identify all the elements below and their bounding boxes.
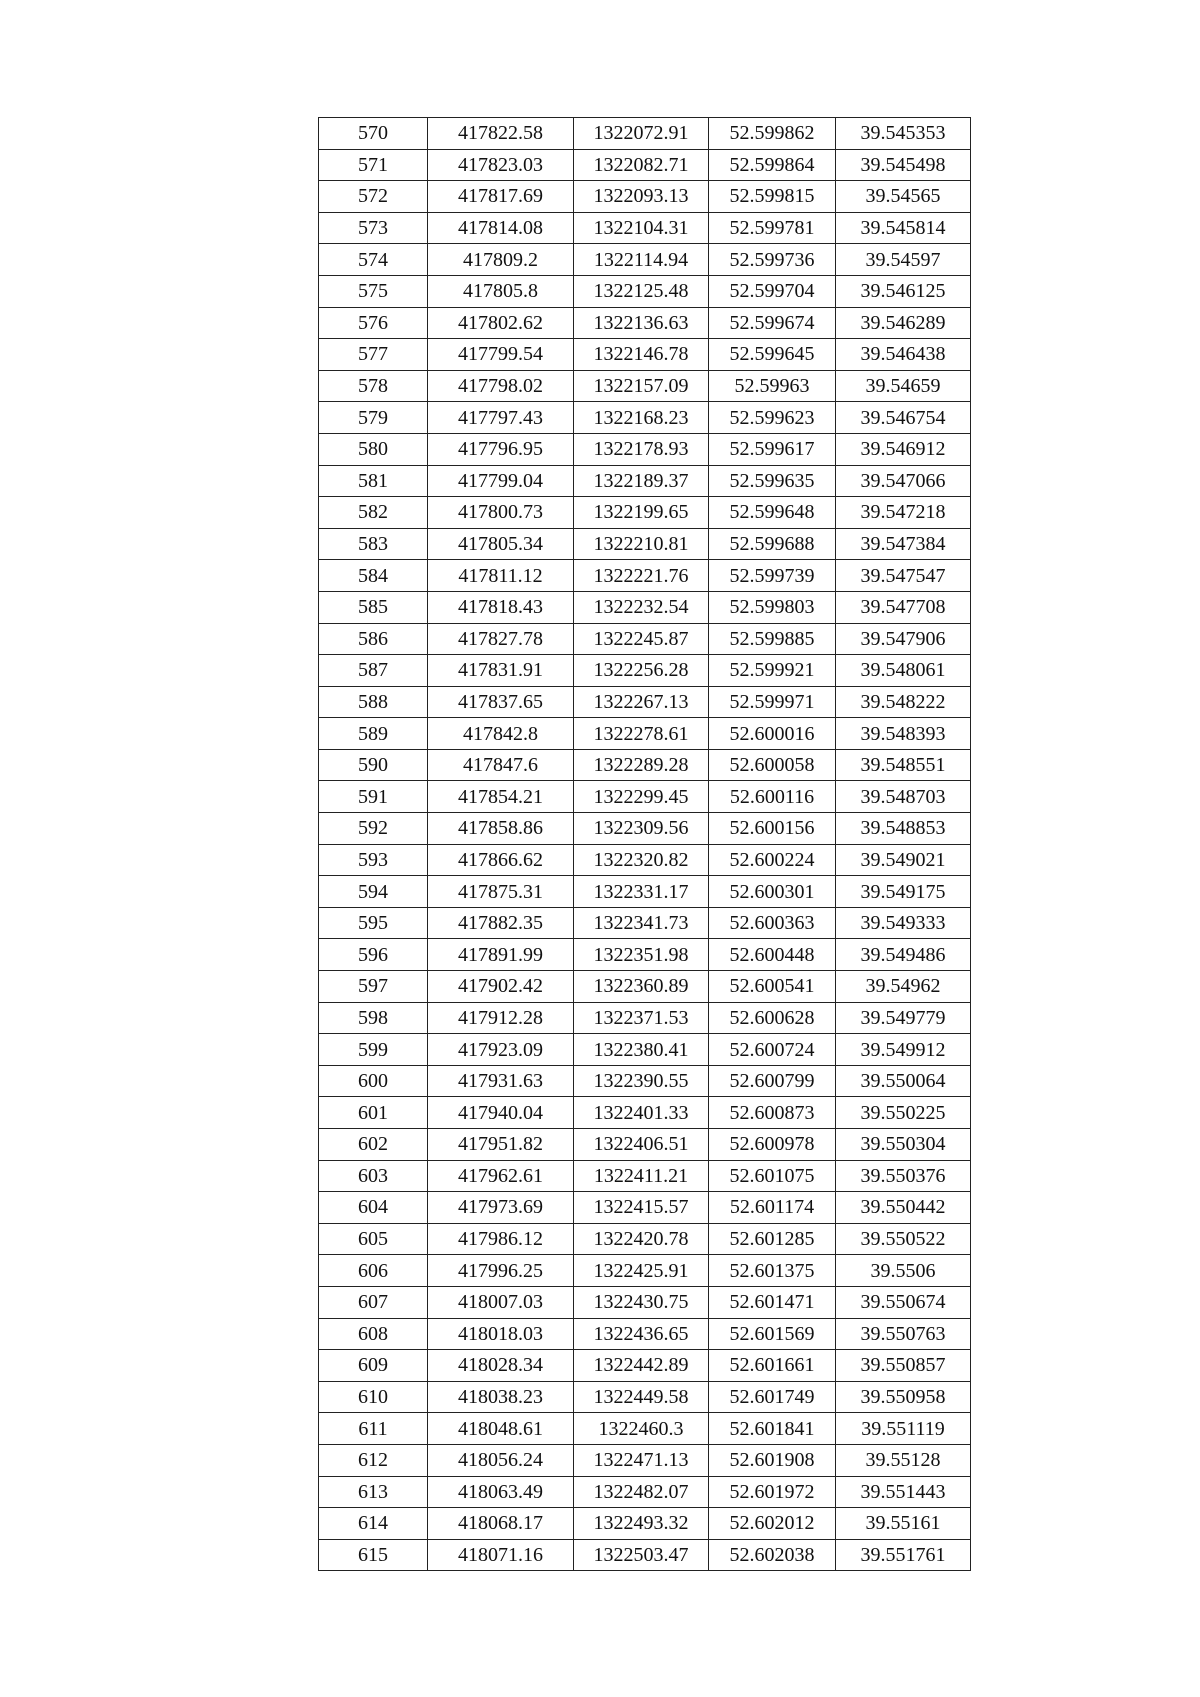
longitude-cell: 39.548551 xyxy=(836,749,971,781)
longitude-cell: 39.546438 xyxy=(836,339,971,371)
table-row xyxy=(319,433,971,465)
y-coordinate-cell: 1322178.93 xyxy=(574,433,709,465)
y-coordinate-cell: 1322425.91 xyxy=(574,1255,709,1287)
table-row xyxy=(319,1097,971,1129)
y-coordinate-cell: 1322493.32 xyxy=(574,1508,709,1540)
latitude-cell: 52.600058 xyxy=(709,749,836,781)
y-coordinate-cell: 1322411.21 xyxy=(574,1160,709,1192)
y-coordinate-cell: 1322320.82 xyxy=(574,844,709,876)
latitude-cell: 52.600541 xyxy=(709,971,836,1003)
x-coordinate-cell: 418018.03 xyxy=(428,1318,574,1350)
latitude-cell: 52.599645 xyxy=(709,339,836,371)
latitude-cell: 52.601661 xyxy=(709,1350,836,1382)
latitude-cell: 52.600116 xyxy=(709,781,836,813)
x-coordinate-cell: 417796.95 xyxy=(428,433,574,465)
x-coordinate-cell: 417798.02 xyxy=(428,370,574,402)
point-number-cell: 588 xyxy=(319,686,428,718)
x-coordinate-cell: 417962.61 xyxy=(428,1160,574,1192)
latitude-cell: 52.601471 xyxy=(709,1286,836,1318)
longitude-cell: 39.54659 xyxy=(836,370,971,402)
table-row xyxy=(319,118,971,150)
longitude-cell: 39.548061 xyxy=(836,655,971,687)
x-coordinate-cell: 417814.08 xyxy=(428,212,574,244)
x-coordinate-cell: 417951.82 xyxy=(428,1129,574,1161)
x-coordinate-cell: 417902.42 xyxy=(428,971,574,1003)
table-row xyxy=(319,749,971,781)
longitude-cell: 39.546289 xyxy=(836,307,971,339)
latitude-cell: 52.601075 xyxy=(709,1160,836,1192)
latitude-cell: 52.599921 xyxy=(709,655,836,687)
table-row xyxy=(319,1318,971,1350)
y-coordinate-cell: 1322371.53 xyxy=(574,1002,709,1034)
latitude-cell: 52.599862 xyxy=(709,118,836,150)
longitude-cell: 39.551119 xyxy=(836,1413,971,1445)
point-number-cell: 592 xyxy=(319,813,428,845)
point-number-cell: 606 xyxy=(319,1255,428,1287)
point-number-cell: 609 xyxy=(319,1350,428,1382)
point-number-cell: 575 xyxy=(319,275,428,307)
longitude-cell: 39.550674 xyxy=(836,1286,971,1318)
longitude-cell: 39.546125 xyxy=(836,275,971,307)
y-coordinate-cell: 1322157.09 xyxy=(574,370,709,402)
longitude-cell: 39.549333 xyxy=(836,907,971,939)
point-number-cell: 599 xyxy=(319,1034,428,1066)
longitude-cell: 39.547708 xyxy=(836,591,971,623)
longitude-cell: 39.549021 xyxy=(836,844,971,876)
x-coordinate-cell: 418028.34 xyxy=(428,1350,574,1382)
y-coordinate-cell: 1322309.56 xyxy=(574,813,709,845)
table-row xyxy=(319,212,971,244)
y-coordinate-cell: 1322093.13 xyxy=(574,181,709,213)
latitude-cell: 52.599617 xyxy=(709,433,836,465)
point-number-cell: 580 xyxy=(319,433,428,465)
x-coordinate-cell: 417940.04 xyxy=(428,1097,574,1129)
table-row xyxy=(319,497,971,529)
x-coordinate-cell: 417912.28 xyxy=(428,1002,574,1034)
table-row xyxy=(319,1065,971,1097)
longitude-cell: 39.546754 xyxy=(836,402,971,434)
y-coordinate-cell: 1322245.87 xyxy=(574,623,709,655)
latitude-cell: 52.599688 xyxy=(709,528,836,560)
longitude-cell: 39.55161 xyxy=(836,1508,971,1540)
longitude-cell: 39.548703 xyxy=(836,781,971,813)
point-number-cell: 601 xyxy=(319,1097,428,1129)
table-row xyxy=(319,1255,971,1287)
table-row xyxy=(319,370,971,402)
y-coordinate-cell: 1322449.58 xyxy=(574,1381,709,1413)
y-coordinate-cell: 1322146.78 xyxy=(574,339,709,371)
latitude-cell: 52.599635 xyxy=(709,465,836,497)
latitude-cell: 52.602012 xyxy=(709,1508,836,1540)
x-coordinate-cell: 417842.8 xyxy=(428,718,574,750)
latitude-cell: 52.599736 xyxy=(709,244,836,276)
latitude-cell: 52.599704 xyxy=(709,275,836,307)
longitude-cell: 39.550958 xyxy=(836,1381,971,1413)
y-coordinate-cell: 1322072.91 xyxy=(574,118,709,150)
table-row xyxy=(319,1034,971,1066)
y-coordinate-cell: 1322114.94 xyxy=(574,244,709,276)
longitude-cell: 39.547384 xyxy=(836,528,971,560)
point-number-cell: 581 xyxy=(319,465,428,497)
y-coordinate-cell: 1322221.76 xyxy=(574,560,709,592)
point-number-cell: 574 xyxy=(319,244,428,276)
table-row xyxy=(319,149,971,181)
y-coordinate-cell: 1322256.28 xyxy=(574,655,709,687)
table-row xyxy=(319,1444,971,1476)
latitude-cell: 52.600799 xyxy=(709,1065,836,1097)
latitude-cell: 52.600448 xyxy=(709,939,836,971)
latitude-cell: 52.601972 xyxy=(709,1476,836,1508)
table-row xyxy=(319,528,971,560)
point-number-cell: 587 xyxy=(319,655,428,687)
x-coordinate-cell: 417973.69 xyxy=(428,1192,574,1224)
x-coordinate-cell: 417802.62 xyxy=(428,307,574,339)
latitude-cell: 52.600978 xyxy=(709,1129,836,1161)
table-row xyxy=(319,244,971,276)
table-row xyxy=(319,1381,971,1413)
y-coordinate-cell: 1322136.63 xyxy=(574,307,709,339)
coordinates-table xyxy=(318,117,971,1571)
point-number-cell: 607 xyxy=(319,1286,428,1318)
y-coordinate-cell: 1322351.98 xyxy=(574,939,709,971)
longitude-cell: 39.547547 xyxy=(836,560,971,592)
y-coordinate-cell: 1322278.61 xyxy=(574,718,709,750)
table-row xyxy=(319,907,971,939)
x-coordinate-cell: 418071.16 xyxy=(428,1539,574,1571)
latitude-cell: 52.601569 xyxy=(709,1318,836,1350)
table-row xyxy=(319,718,971,750)
longitude-cell: 39.551443 xyxy=(836,1476,971,1508)
point-number-cell: 585 xyxy=(319,591,428,623)
latitude-cell: 52.600224 xyxy=(709,844,836,876)
latitude-cell: 52.601285 xyxy=(709,1223,836,1255)
point-number-cell: 605 xyxy=(319,1223,428,1255)
table-row xyxy=(319,939,971,971)
x-coordinate-cell: 417797.43 xyxy=(428,402,574,434)
latitude-cell: 52.601908 xyxy=(709,1444,836,1476)
latitude-cell: 52.600156 xyxy=(709,813,836,845)
latitude-cell: 52.599885 xyxy=(709,623,836,655)
x-coordinate-cell: 418048.61 xyxy=(428,1413,574,1445)
longitude-cell: 39.549779 xyxy=(836,1002,971,1034)
table-row xyxy=(319,1476,971,1508)
table-row xyxy=(319,623,971,655)
latitude-cell: 52.601749 xyxy=(709,1381,836,1413)
table-row xyxy=(319,876,971,908)
point-number-cell: 584 xyxy=(319,560,428,592)
latitude-cell: 52.600301 xyxy=(709,876,836,908)
y-coordinate-cell: 1322189.37 xyxy=(574,465,709,497)
point-number-cell: 615 xyxy=(319,1539,428,1571)
point-number-cell: 577 xyxy=(319,339,428,371)
point-number-cell: 593 xyxy=(319,844,428,876)
table-row xyxy=(319,402,971,434)
y-coordinate-cell: 1322390.55 xyxy=(574,1065,709,1097)
x-coordinate-cell: 417823.03 xyxy=(428,149,574,181)
y-coordinate-cell: 1322267.13 xyxy=(574,686,709,718)
x-coordinate-cell: 417799.54 xyxy=(428,339,574,371)
point-number-cell: 573 xyxy=(319,212,428,244)
longitude-cell: 39.550225 xyxy=(836,1097,971,1129)
coordinates-table-body xyxy=(319,118,971,1571)
y-coordinate-cell: 1322471.13 xyxy=(574,1444,709,1476)
latitude-cell: 52.601841 xyxy=(709,1413,836,1445)
y-coordinate-cell: 1322341.73 xyxy=(574,907,709,939)
x-coordinate-cell: 417831.91 xyxy=(428,655,574,687)
point-number-cell: 589 xyxy=(319,718,428,750)
point-number-cell: 612 xyxy=(319,1444,428,1476)
point-number-cell: 572 xyxy=(319,181,428,213)
point-number-cell: 604 xyxy=(319,1192,428,1224)
longitude-cell: 39.546912 xyxy=(836,433,971,465)
y-coordinate-cell: 1322415.57 xyxy=(574,1192,709,1224)
point-number-cell: 590 xyxy=(319,749,428,781)
latitude-cell: 52.599623 xyxy=(709,402,836,434)
y-coordinate-cell: 1322232.54 xyxy=(574,591,709,623)
x-coordinate-cell: 417799.04 xyxy=(428,465,574,497)
point-number-cell: 611 xyxy=(319,1413,428,1445)
latitude-cell: 52.599739 xyxy=(709,560,836,592)
longitude-cell: 39.545814 xyxy=(836,212,971,244)
y-coordinate-cell: 1322299.45 xyxy=(574,781,709,813)
y-coordinate-cell: 1322168.23 xyxy=(574,402,709,434)
latitude-cell: 52.599971 xyxy=(709,686,836,718)
table-row xyxy=(319,1286,971,1318)
latitude-cell: 52.600363 xyxy=(709,907,836,939)
x-coordinate-cell: 417847.6 xyxy=(428,749,574,781)
y-coordinate-cell: 1322199.65 xyxy=(574,497,709,529)
x-coordinate-cell: 418038.23 xyxy=(428,1381,574,1413)
y-coordinate-cell: 1322460.3 xyxy=(574,1413,709,1445)
table-row xyxy=(319,1160,971,1192)
point-number-cell: 595 xyxy=(319,907,428,939)
x-coordinate-cell: 417800.73 xyxy=(428,497,574,529)
latitude-cell: 52.599648 xyxy=(709,497,836,529)
y-coordinate-cell: 1322125.48 xyxy=(574,275,709,307)
table-row xyxy=(319,339,971,371)
point-number-cell: 576 xyxy=(319,307,428,339)
y-coordinate-cell: 1322210.81 xyxy=(574,528,709,560)
y-coordinate-cell: 1322420.78 xyxy=(574,1223,709,1255)
latitude-cell: 52.599815 xyxy=(709,181,836,213)
longitude-cell: 39.549912 xyxy=(836,1034,971,1066)
point-number-cell: 613 xyxy=(319,1476,428,1508)
table-row xyxy=(319,1129,971,1161)
longitude-cell: 39.545353 xyxy=(836,118,971,150)
x-coordinate-cell: 417931.63 xyxy=(428,1065,574,1097)
latitude-cell: 52.600873 xyxy=(709,1097,836,1129)
longitude-cell: 39.547218 xyxy=(836,497,971,529)
table-row xyxy=(319,1508,971,1540)
x-coordinate-cell: 417837.65 xyxy=(428,686,574,718)
x-coordinate-cell: 418007.03 xyxy=(428,1286,574,1318)
point-number-cell: 571 xyxy=(319,149,428,181)
y-coordinate-cell: 1322482.07 xyxy=(574,1476,709,1508)
table-row xyxy=(319,465,971,497)
table-row xyxy=(319,1223,971,1255)
y-coordinate-cell: 1322442.89 xyxy=(574,1350,709,1382)
longitude-cell: 39.550522 xyxy=(836,1223,971,1255)
longitude-cell: 39.5506 xyxy=(836,1255,971,1287)
y-coordinate-cell: 1322331.17 xyxy=(574,876,709,908)
y-coordinate-cell: 1322503.47 xyxy=(574,1539,709,1571)
longitude-cell: 39.550857 xyxy=(836,1350,971,1382)
latitude-cell: 52.59963 xyxy=(709,370,836,402)
longitude-cell: 39.547066 xyxy=(836,465,971,497)
longitude-cell: 39.550376 xyxy=(836,1160,971,1192)
latitude-cell: 52.602038 xyxy=(709,1539,836,1571)
point-number-cell: 586 xyxy=(319,623,428,655)
latitude-cell: 52.600628 xyxy=(709,1002,836,1034)
longitude-cell: 39.548393 xyxy=(836,718,971,750)
longitude-cell: 39.54565 xyxy=(836,181,971,213)
table-row xyxy=(319,181,971,213)
latitude-cell: 52.600016 xyxy=(709,718,836,750)
table-row xyxy=(319,591,971,623)
x-coordinate-cell: 418068.17 xyxy=(428,1508,574,1540)
x-coordinate-cell: 417858.86 xyxy=(428,813,574,845)
table-row xyxy=(319,813,971,845)
x-coordinate-cell: 417986.12 xyxy=(428,1223,574,1255)
latitude-cell: 52.599674 xyxy=(709,307,836,339)
point-number-cell: 579 xyxy=(319,402,428,434)
x-coordinate-cell: 418063.49 xyxy=(428,1476,574,1508)
table-row xyxy=(319,1002,971,1034)
point-number-cell: 608 xyxy=(319,1318,428,1350)
table-row xyxy=(319,1413,971,1445)
x-coordinate-cell: 417809.2 xyxy=(428,244,574,276)
point-number-cell: 596 xyxy=(319,939,428,971)
table-row xyxy=(319,655,971,687)
point-number-cell: 610 xyxy=(319,1381,428,1413)
point-number-cell: 570 xyxy=(319,118,428,150)
x-coordinate-cell: 417923.09 xyxy=(428,1034,574,1066)
x-coordinate-cell: 418056.24 xyxy=(428,1444,574,1476)
table-row xyxy=(319,971,971,1003)
x-coordinate-cell: 417822.58 xyxy=(428,118,574,150)
longitude-cell: 39.54597 xyxy=(836,244,971,276)
table-row xyxy=(319,1192,971,1224)
longitude-cell: 39.548853 xyxy=(836,813,971,845)
latitude-cell: 52.599781 xyxy=(709,212,836,244)
longitude-cell: 39.55128 xyxy=(836,1444,971,1476)
longitude-cell: 39.548222 xyxy=(836,686,971,718)
point-number-cell: 583 xyxy=(319,528,428,560)
point-number-cell: 578 xyxy=(319,370,428,402)
y-coordinate-cell: 1322401.33 xyxy=(574,1097,709,1129)
longitude-cell: 39.550304 xyxy=(836,1129,971,1161)
point-number-cell: 602 xyxy=(319,1129,428,1161)
longitude-cell: 39.545498 xyxy=(836,149,971,181)
table-row xyxy=(319,686,971,718)
x-coordinate-cell: 417827.78 xyxy=(428,623,574,655)
table-row xyxy=(319,307,971,339)
table-row xyxy=(319,1539,971,1571)
point-number-cell: 591 xyxy=(319,781,428,813)
table-row xyxy=(319,844,971,876)
table-row xyxy=(319,781,971,813)
longitude-cell: 39.54962 xyxy=(836,971,971,1003)
latitude-cell: 52.599864 xyxy=(709,149,836,181)
x-coordinate-cell: 417805.8 xyxy=(428,275,574,307)
point-number-cell: 598 xyxy=(319,1002,428,1034)
x-coordinate-cell: 417866.62 xyxy=(428,844,574,876)
x-coordinate-cell: 417805.34 xyxy=(428,528,574,560)
x-coordinate-cell: 417817.69 xyxy=(428,181,574,213)
point-number-cell: 614 xyxy=(319,1508,428,1540)
point-number-cell: 603 xyxy=(319,1160,428,1192)
table-row xyxy=(319,1350,971,1382)
x-coordinate-cell: 417891.99 xyxy=(428,939,574,971)
longitude-cell: 39.550763 xyxy=(836,1318,971,1350)
x-coordinate-cell: 417854.21 xyxy=(428,781,574,813)
y-coordinate-cell: 1322082.71 xyxy=(574,149,709,181)
table-row xyxy=(319,560,971,592)
point-number-cell: 582 xyxy=(319,497,428,529)
y-coordinate-cell: 1322360.89 xyxy=(574,971,709,1003)
longitude-cell: 39.550442 xyxy=(836,1192,971,1224)
latitude-cell: 52.601375 xyxy=(709,1255,836,1287)
x-coordinate-cell: 417875.31 xyxy=(428,876,574,908)
longitude-cell: 39.551761 xyxy=(836,1539,971,1571)
y-coordinate-cell: 1322406.51 xyxy=(574,1129,709,1161)
longitude-cell: 39.549486 xyxy=(836,939,971,971)
y-coordinate-cell: 1322436.65 xyxy=(574,1318,709,1350)
longitude-cell: 39.549175 xyxy=(836,876,971,908)
x-coordinate-cell: 417882.35 xyxy=(428,907,574,939)
table-row xyxy=(319,275,971,307)
x-coordinate-cell: 417811.12 xyxy=(428,560,574,592)
latitude-cell: 52.600724 xyxy=(709,1034,836,1066)
point-number-cell: 594 xyxy=(319,876,428,908)
point-number-cell: 600 xyxy=(319,1065,428,1097)
longitude-cell: 39.547906 xyxy=(836,623,971,655)
latitude-cell: 52.599803 xyxy=(709,591,836,623)
longitude-cell: 39.550064 xyxy=(836,1065,971,1097)
point-number-cell: 597 xyxy=(319,971,428,1003)
latitude-cell: 52.601174 xyxy=(709,1192,836,1224)
y-coordinate-cell: 1322380.41 xyxy=(574,1034,709,1066)
y-coordinate-cell: 1322430.75 xyxy=(574,1286,709,1318)
x-coordinate-cell: 417996.25 xyxy=(428,1255,574,1287)
y-coordinate-cell: 1322289.28 xyxy=(574,749,709,781)
y-coordinate-cell: 1322104.31 xyxy=(574,212,709,244)
x-coordinate-cell: 417818.43 xyxy=(428,591,574,623)
